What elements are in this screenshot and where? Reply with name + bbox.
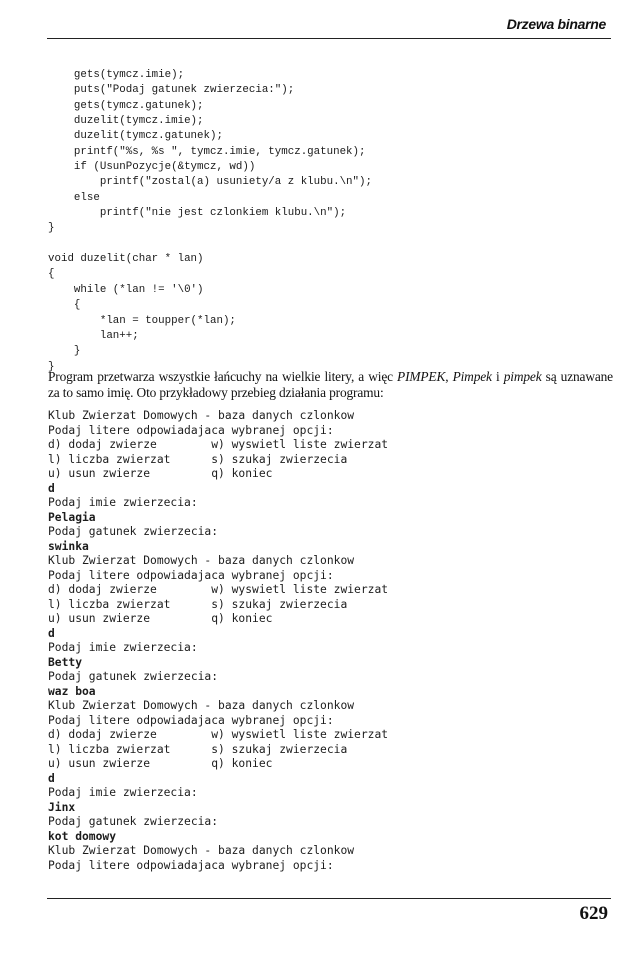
code-line: gets(tymcz.imie); xyxy=(48,69,185,81)
output-line: l) liczba zwierzat s) szukaj zwierzecia xyxy=(48,597,348,611)
code-line: } xyxy=(48,360,55,373)
output-line: Klub Zwierzat Domowych - baza danych czlonkow xyxy=(48,699,355,712)
user-input-line: swinka xyxy=(48,539,89,553)
output-line: Podaj imie zwierzecia: xyxy=(48,496,198,509)
output-line: Klub Zwierzat Domowych - baza danych czlonkow xyxy=(48,554,355,567)
output-line: Podaj litere odpowiadajaca wybranej opcji: xyxy=(48,858,334,872)
output-line: Klub Zwierzat Domowych - baza danych czlonkow xyxy=(48,409,355,422)
name-example-1: PIMPEK xyxy=(397,369,446,384)
paragraph-text-1: Program przetwarza wszystkie łańcuchy na wielkie litery, a więc xyxy=(48,369,398,384)
output-line: Podaj imie zwierzecia: xyxy=(48,641,198,654)
output-line: Podaj litere odpowiadajaca wybranej opcji: xyxy=(48,713,334,727)
output-line: u) usun zwierze q) koniec xyxy=(48,757,273,770)
code-line: while (*lan != '\0') xyxy=(48,283,204,296)
code-line: duzelit(tymcz.imie); xyxy=(48,115,204,128)
user-input-line: d xyxy=(48,771,55,785)
code-listing xyxy=(48,68,372,375)
output-line: Klub Zwierzat Domowych - baza danych czlonkow xyxy=(48,844,355,857)
output-line: u) usun zwierze q) koniec xyxy=(48,612,273,625)
code-line: else xyxy=(48,191,100,204)
user-input-line: d xyxy=(48,481,55,495)
header-rule xyxy=(47,38,611,39)
output-line: Podaj litere odpowiadajaca wybranej opcji: xyxy=(48,568,334,582)
code-line: printf("zostal(a) usuniety/a z klubu.\n"); xyxy=(48,176,372,189)
name-example-2: Pimpek xyxy=(452,369,492,384)
body-paragraph xyxy=(48,369,613,401)
paragraph-text-3: i xyxy=(491,369,504,384)
code-line: { xyxy=(48,299,81,312)
output-line: l) liczba zwierzat s) szukaj zwierzecia xyxy=(48,742,348,756)
code-line: *lan = toupper(*lan); xyxy=(48,314,236,327)
page-number: 629 xyxy=(579,903,608,924)
user-input-line: waz boa xyxy=(48,684,96,698)
code-line: printf("%s, %s ", tymcz.imie, tymcz.gatunek); xyxy=(48,145,366,158)
output-line: Podaj gatunek zwierzecia: xyxy=(48,815,219,828)
code-line: void duzelit(char * lan) xyxy=(48,253,204,266)
code-line: gets(tymcz.gatunek); xyxy=(48,99,204,112)
user-input-line: Betty xyxy=(48,655,83,669)
paragraph-text-4: są uznawane za to samo imię. Oto przykładowy przebieg działania programu: xyxy=(48,369,613,400)
footer-rule xyxy=(47,898,611,899)
code-line: lan++; xyxy=(48,329,139,342)
running-header-title: Drzewa binarne xyxy=(506,16,606,32)
output-line: u) usun zwierze q) koniec xyxy=(48,467,273,480)
output-line: d) dodaj zwierze w) wyswietl liste zwierzat xyxy=(48,728,389,741)
output-line: Podaj gatunek zwierzecia: xyxy=(48,670,219,683)
output-line: l) liczba zwierzat s) szukaj zwierzecia xyxy=(48,452,348,466)
user-input-line: d xyxy=(48,626,55,640)
name-example-3: pimpek xyxy=(503,369,542,384)
output-line: Podaj imie zwierzecia: xyxy=(48,786,198,799)
user-input-line: kot domowy xyxy=(48,829,117,843)
user-input-line: Jinx xyxy=(48,800,76,814)
code-line: } xyxy=(48,222,55,235)
code-line: printf("nie jest czlonkiem klubu.\n"); xyxy=(48,207,347,220)
output-line: d) dodaj zwierze w) wyswietl liste zwierzat xyxy=(48,438,389,451)
output-line: Podaj gatunek zwierzecia: xyxy=(48,525,219,538)
user-input-line: Pelagia xyxy=(48,510,96,524)
program-output xyxy=(48,409,388,873)
paragraph-text-2: , xyxy=(445,369,453,384)
output-line: Podaj litere odpowiadajaca wybranej opcji: xyxy=(48,423,334,437)
code-line: puts("Podaj gatunek zwierzecia:"); xyxy=(48,84,295,97)
code-line xyxy=(48,237,372,252)
code-line: duzelit(tymcz.gatunek); xyxy=(48,130,223,143)
code-line: if (UsunPozycje(&tymcz, wd)) xyxy=(48,161,256,174)
code-line: { xyxy=(48,268,55,281)
code-line: } xyxy=(48,345,81,358)
output-line: d) dodaj zwierze w) wyswietl liste zwierzat xyxy=(48,583,389,596)
